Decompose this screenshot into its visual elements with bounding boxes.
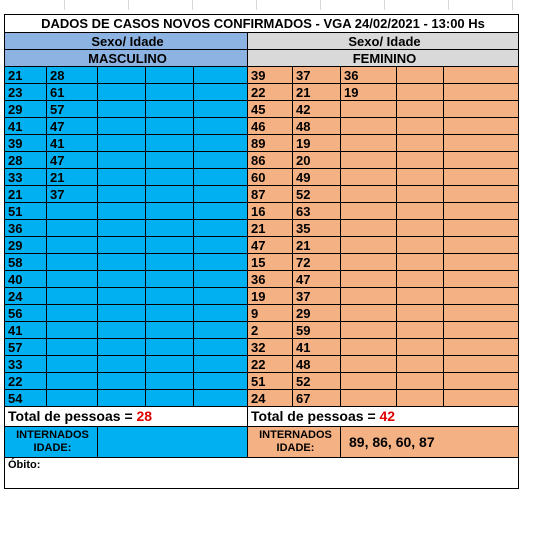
ages-grid [5, 67, 519, 407]
sheet-title: DADOS DE CASOS NOVOS CONFIRMADOS - VGA 24/02/2021 - 13:00 Hs [5, 15, 519, 33]
female-age-cell [397, 118, 444, 135]
male-internados-label [5, 427, 98, 458]
female-age-cell: 2 [248, 322, 293, 339]
male-age-cell [194, 152, 248, 169]
table-row [5, 67, 519, 84]
male-age-cell [47, 237, 98, 254]
male-age-cell: 41 [5, 322, 47, 339]
male-age-cell: 33 [5, 169, 47, 186]
female-age-cell [397, 339, 444, 356]
female-age-cell [341, 152, 397, 169]
male-age-cell [98, 101, 146, 118]
female-age-cell: 41 [293, 339, 341, 356]
table-row [5, 305, 519, 322]
cases-table [4, 14, 519, 489]
female-age-cell: 21 [293, 237, 341, 254]
male-age-cell: 57 [5, 339, 47, 356]
female-age-cell: 24 [248, 390, 293, 407]
male-age-cell: 57 [47, 101, 98, 118]
female-age-cell: 19 [293, 135, 341, 152]
female-age-cell [341, 186, 397, 203]
female-age-cell: 72 [293, 254, 341, 271]
female-internados-label-line2: IDADE: [276, 442, 315, 454]
female-age-cell [397, 390, 444, 407]
left-sexo-idade-header: Sexo/ Idade [5, 33, 248, 50]
female-age-cell [341, 373, 397, 390]
male-age-cell [146, 203, 194, 220]
male-age-cell [146, 101, 194, 118]
female-internados-label-line1: INTERNADOS [259, 429, 332, 441]
table-row [5, 339, 519, 356]
female-age-cell: 37 [293, 288, 341, 305]
female-age-cell [341, 288, 397, 305]
female-age-cell [397, 288, 444, 305]
male-age-cell [194, 118, 248, 135]
male-age-cell [194, 322, 248, 339]
female-age-cell [341, 118, 397, 135]
male-age-cell [98, 220, 146, 237]
female-age-cell: 59 [293, 322, 341, 339]
male-age-cell: 23 [5, 84, 47, 101]
male-age-cell [47, 305, 98, 322]
male-age-cell [98, 152, 146, 169]
male-age-cell: 21 [47, 169, 98, 186]
male-age-cell: 56 [5, 305, 47, 322]
female-age-cell [397, 203, 444, 220]
female-age-cell [341, 101, 397, 118]
male-age-cell [47, 203, 98, 220]
female-age-cell: 49 [293, 169, 341, 186]
table-row [5, 84, 519, 101]
table-row [5, 186, 519, 203]
female-age-cell [341, 254, 397, 271]
female-age-cell: 39 [248, 67, 293, 84]
female-age-cell: 47 [293, 271, 341, 288]
covid-cases-sheet [4, 14, 518, 538]
table-row [5, 101, 519, 118]
female-age-cell [444, 237, 519, 254]
male-age-cell: 21 [5, 186, 47, 203]
male-age-cell [47, 322, 98, 339]
female-age-cell [444, 271, 519, 288]
male-age-cell [146, 237, 194, 254]
female-age-cell [444, 288, 519, 305]
spreadsheet-column-strip [0, 0, 536, 10]
male-age-cell [98, 390, 146, 407]
male-age-cell [47, 220, 98, 237]
female-age-cell [341, 390, 397, 407]
female-age-cell [444, 135, 519, 152]
male-internados-ages [98, 427, 248, 458]
female-age-cell: 42 [293, 101, 341, 118]
male-age-cell [146, 339, 194, 356]
male-age-cell [194, 271, 248, 288]
male-age-cell: 39 [5, 135, 47, 152]
female-age-cell [341, 135, 397, 152]
male-age-cell [194, 101, 248, 118]
male-age-cell [194, 84, 248, 101]
female-age-cell: 52 [293, 186, 341, 203]
female-age-cell [397, 322, 444, 339]
female-age-cell [444, 390, 519, 407]
female-age-cell [444, 322, 519, 339]
female-age-cell [444, 254, 519, 271]
male-age-cell [194, 373, 248, 390]
male-age-cell: 41 [47, 135, 98, 152]
male-age-cell [146, 186, 194, 203]
male-age-cell [194, 169, 248, 186]
female-age-cell [341, 356, 397, 373]
male-age-cell [146, 135, 194, 152]
female-age-cell: 15 [248, 254, 293, 271]
female-age-cell: 47 [248, 237, 293, 254]
male-age-cell: 29 [5, 101, 47, 118]
male-age-cell [146, 84, 194, 101]
table-row [5, 118, 519, 135]
male-age-cell [194, 203, 248, 220]
male-age-cell [98, 169, 146, 186]
male-age-cell [98, 288, 146, 305]
male-age-cell [98, 203, 146, 220]
female-age-cell [444, 373, 519, 390]
female-age-cell [397, 186, 444, 203]
female-age-cell: 35 [293, 220, 341, 237]
female-total-label: Total de pessoas = [251, 408, 380, 424]
table-row [5, 237, 519, 254]
male-age-cell: 36 [5, 220, 47, 237]
female-age-cell [444, 356, 519, 373]
female-age-cell: 48 [293, 356, 341, 373]
male-age-cell: 40 [5, 271, 47, 288]
table-row [5, 152, 519, 169]
table-row [5, 220, 519, 237]
female-age-cell [444, 186, 519, 203]
male-age-cell [98, 118, 146, 135]
female-age-cell [397, 67, 444, 84]
female-age-cell: 36 [341, 67, 397, 84]
female-age-cell [444, 84, 519, 101]
table-row [5, 288, 519, 305]
female-internados-label [248, 427, 341, 458]
male-age-cell [146, 254, 194, 271]
female-age-cell [341, 203, 397, 220]
male-age-cell: 21 [5, 67, 47, 84]
male-age-cell [98, 322, 146, 339]
female-age-cell: 45 [248, 101, 293, 118]
female-age-cell: 9 [248, 305, 293, 322]
female-age-cell: 67 [293, 390, 341, 407]
female-age-cell [397, 101, 444, 118]
male-age-cell [194, 390, 248, 407]
table-row [5, 271, 519, 288]
female-age-cell: 21 [293, 84, 341, 101]
female-age-cell: 46 [248, 118, 293, 135]
male-age-cell [98, 305, 146, 322]
table-row [5, 254, 519, 271]
male-age-cell [98, 356, 146, 373]
male-age-cell: 33 [5, 356, 47, 373]
female-age-cell [444, 305, 519, 322]
female-age-cell [341, 169, 397, 186]
female-age-cell [341, 339, 397, 356]
male-age-cell: 47 [47, 118, 98, 135]
female-age-cell [444, 118, 519, 135]
male-age-cell [98, 271, 146, 288]
feminino-header: FEMININO [248, 50, 519, 67]
male-age-cell [194, 288, 248, 305]
female-age-cell: 16 [248, 203, 293, 220]
male-age-cell [194, 237, 248, 254]
male-age-cell: 24 [5, 288, 47, 305]
male-total-value: 28 [136, 408, 153, 424]
table-row [5, 390, 519, 407]
male-age-cell [146, 118, 194, 135]
male-age-cell [47, 373, 98, 390]
male-age-cell [146, 322, 194, 339]
male-age-cell [146, 390, 194, 407]
male-age-cell: 41 [5, 118, 47, 135]
female-age-cell: 21 [248, 220, 293, 237]
female-age-cell [444, 101, 519, 118]
male-age-cell [194, 339, 248, 356]
male-age-cell: 28 [47, 67, 98, 84]
male-age-cell [146, 271, 194, 288]
female-age-cell: 63 [293, 203, 341, 220]
male-age-cell: 47 [47, 152, 98, 169]
female-age-cell [444, 220, 519, 237]
female-age-cell [444, 203, 519, 220]
female-age-cell [341, 305, 397, 322]
female-age-cell: 29 [293, 305, 341, 322]
female-internados-ages: 89, 86, 60, 87 [341, 427, 519, 458]
male-age-cell [98, 186, 146, 203]
female-age-cell [341, 220, 397, 237]
male-internados-label-line2: IDADE: [33, 442, 72, 454]
female-age-cell [444, 152, 519, 169]
female-age-cell: 89 [248, 135, 293, 152]
female-age-cell [397, 135, 444, 152]
female-age-cell [397, 220, 444, 237]
female-age-cell [397, 305, 444, 322]
female-age-cell [341, 322, 397, 339]
male-age-cell: 58 [5, 254, 47, 271]
male-age-cell [146, 169, 194, 186]
male-age-cell [47, 356, 98, 373]
male-age-cell: 54 [5, 390, 47, 407]
male-total-label: Total de pessoas = [8, 408, 137, 424]
male-age-cell [146, 152, 194, 169]
male-age-cell [98, 339, 146, 356]
female-age-cell [444, 169, 519, 186]
male-total [5, 407, 248, 427]
table-row [5, 322, 519, 339]
male-age-cell [98, 237, 146, 254]
female-age-cell: 86 [248, 152, 293, 169]
female-total [248, 407, 519, 427]
male-age-cell [194, 186, 248, 203]
table-row [5, 356, 519, 373]
female-age-cell: 36 [248, 271, 293, 288]
male-age-cell [146, 373, 194, 390]
female-age-cell: 37 [293, 67, 341, 84]
female-age-cell [444, 339, 519, 356]
male-age-cell [98, 84, 146, 101]
table-row [5, 373, 519, 390]
male-age-cell [146, 356, 194, 373]
male-age-cell [146, 288, 194, 305]
male-age-cell: 51 [5, 203, 47, 220]
female-age-cell: 19 [248, 288, 293, 305]
masculino-header: MASCULINO [5, 50, 248, 67]
female-age-cell: 22 [248, 84, 293, 101]
female-age-cell: 60 [248, 169, 293, 186]
female-age-cell: 19 [341, 84, 397, 101]
male-age-cell [47, 271, 98, 288]
obito-row: Óbito: [5, 458, 519, 489]
male-age-cell [98, 373, 146, 390]
female-age-cell: 20 [293, 152, 341, 169]
right-sexo-idade-header: Sexo/ Idade [248, 33, 519, 50]
male-age-cell [194, 220, 248, 237]
male-age-cell [194, 135, 248, 152]
male-internados-label-line1: INTERNADOS [16, 429, 89, 441]
male-age-cell [47, 339, 98, 356]
female-age-cell [397, 254, 444, 271]
male-age-cell [47, 390, 98, 407]
female-age-cell [397, 152, 444, 169]
male-age-cell: 22 [5, 373, 47, 390]
female-age-cell: 22 [248, 356, 293, 373]
male-age-cell [194, 67, 248, 84]
male-age-cell [194, 356, 248, 373]
female-age-cell [397, 373, 444, 390]
female-age-cell [397, 169, 444, 186]
female-age-cell [397, 356, 444, 373]
female-age-cell: 51 [248, 373, 293, 390]
male-age-cell [98, 67, 146, 84]
male-age-cell [194, 254, 248, 271]
male-age-cell [146, 305, 194, 322]
male-age-cell [47, 254, 98, 271]
male-age-cell [98, 254, 146, 271]
male-age-cell: 37 [47, 186, 98, 203]
female-age-cell [341, 271, 397, 288]
female-age-cell: 87 [248, 186, 293, 203]
male-age-cell [98, 135, 146, 152]
female-age-cell [444, 67, 519, 84]
female-age-cell: 48 [293, 118, 341, 135]
male-age-cell [194, 305, 248, 322]
female-age-cell [397, 84, 444, 101]
table-row [5, 135, 519, 152]
table-row [5, 203, 519, 220]
male-age-cell [47, 288, 98, 305]
female-age-cell [397, 237, 444, 254]
female-age-cell [341, 237, 397, 254]
female-age-cell [397, 271, 444, 288]
male-age-cell: 29 [5, 237, 47, 254]
male-age-cell [146, 67, 194, 84]
female-total-value: 42 [379, 408, 396, 424]
male-age-cell: 28 [5, 152, 47, 169]
male-age-cell: 61 [47, 84, 98, 101]
female-age-cell: 32 [248, 339, 293, 356]
male-age-cell [146, 220, 194, 237]
female-age-cell: 52 [293, 373, 341, 390]
table-row [5, 169, 519, 186]
